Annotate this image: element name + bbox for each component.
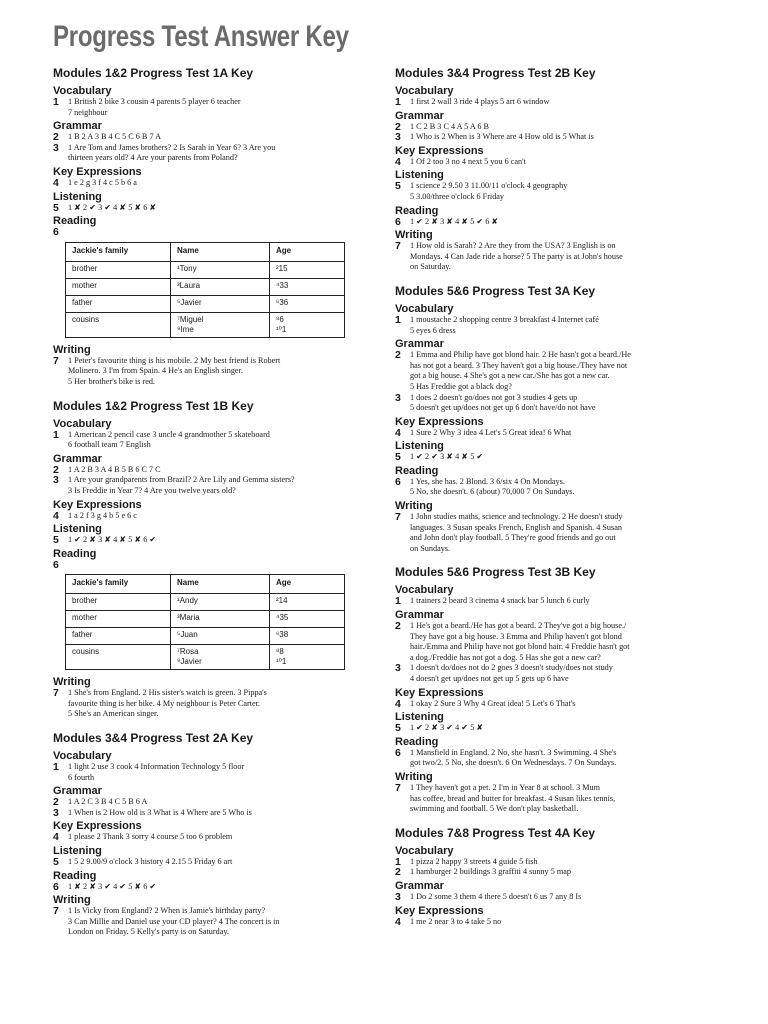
question-number: 2 bbox=[395, 620, 401, 633]
left-column bbox=[53, 66, 358, 938]
answer-line: 5 Her brother's bike is red. bbox=[68, 376, 155, 386]
answer-line: 1 Are Tom and James brothers? 2 Is Sarah in Year 6? 3 Are you bbox=[68, 142, 276, 152]
table-cell: ⁴35 bbox=[270, 611, 345, 628]
question-number: 7 bbox=[395, 781, 401, 794]
module-title: Modules 3&4 Progress Test 2B Key bbox=[395, 66, 596, 80]
answer-line: 1 Peter's favourite thing is his mobile. 2 My best friend is Robert bbox=[68, 355, 281, 365]
table-cell: brother bbox=[66, 594, 171, 611]
answer-line: has not got a beard. 3 They haven't got a big house./They have not bbox=[410, 360, 628, 370]
answer-item bbox=[395, 512, 705, 554]
question-number: 4 bbox=[395, 155, 401, 168]
answer-line: 1 She's from England. 2 His sister's watch is green. 3 Pippa's bbox=[68, 688, 267, 698]
answer-line: 1 ✘ 2 ✘ 3 ✔ 4 ✔ 5 ✘ 6 ✔ bbox=[68, 881, 157, 891]
answer-line: 1 C 2 B 3 C 4 A 5 A 6 B bbox=[410, 121, 489, 131]
page-title: Progress Test Answer Key bbox=[53, 20, 349, 53]
answer-line: swimming and football. 5 We don't play basketball. bbox=[410, 804, 579, 814]
answer-line: Molinero. 3 I'm from Spain. 4 He's an English singer. bbox=[68, 366, 243, 376]
question-number: 5 bbox=[395, 722, 401, 735]
answer-line: 1 Of 2 too 3 no 4 next 5 you 6 can't bbox=[410, 156, 526, 166]
answer-item bbox=[395, 132, 705, 143]
answer-line: 1 American 2 pencil case 3 uncle 4 grandmother 5 skateboard bbox=[68, 429, 270, 439]
answer-line: They have got a big house. 3 Emma and Philip haven't got blond bbox=[410, 631, 622, 641]
table-cell: mother bbox=[66, 611, 171, 628]
question-number: 3 bbox=[395, 391, 401, 404]
answer-item bbox=[395, 428, 705, 439]
question-number: 2 bbox=[395, 866, 401, 879]
answer-line: 1 ✔ 2 ✔ 3 ✘ 4 ✘ 5 ✔ bbox=[410, 452, 484, 462]
module-title: Modules 1&2 Progress Test 1A Key bbox=[53, 66, 254, 80]
answer-line: got a big house. 4 She's got a new car./She has got a new car. bbox=[410, 371, 610, 381]
table-cell: father bbox=[66, 295, 171, 312]
question-number: 7 bbox=[395, 511, 401, 524]
answer-item bbox=[395, 350, 705, 392]
question-number: 6 bbox=[395, 746, 401, 759]
answer-line: 1 hamburger 2 buildings 3 graffiti 4 sunny 5 map bbox=[410, 867, 571, 877]
answer-item bbox=[395, 663, 705, 684]
section-heading-reading: Reading bbox=[53, 547, 97, 560]
answer-line: 6 football team 7 English bbox=[68, 440, 151, 450]
section-heading-key-expressions: Key Expressions bbox=[395, 904, 484, 917]
section-heading-listening: Listening bbox=[395, 711, 444, 724]
answer-item bbox=[53, 808, 358, 819]
answer-item bbox=[53, 97, 358, 118]
question-number: 5 bbox=[53, 201, 59, 214]
answer-line: 1 Yes, she has. 2 Blond. 3 6/six 4 On Mondays. bbox=[410, 476, 565, 486]
table-cell: ³Maria bbox=[171, 611, 270, 628]
table-row bbox=[66, 261, 345, 278]
answer-item bbox=[53, 560, 358, 571]
answer-line: favourite thing is her bike. 4 My neighbour is Peter Carter. bbox=[68, 698, 260, 708]
answer-item bbox=[395, 157, 705, 168]
answer-line: 6 fourth bbox=[68, 772, 95, 782]
answer-line: 1 Who is 2 When is 3 Where are 4 How old is 5 What is bbox=[410, 132, 594, 142]
answer-line: 1 A 2 C 3 B 4 C 5 B 6 A bbox=[68, 797, 148, 807]
table-cell: ¹Tony bbox=[171, 261, 270, 278]
answer-item bbox=[53, 132, 358, 143]
table-cell: ⁶36 bbox=[270, 295, 345, 312]
answer-item bbox=[53, 832, 358, 843]
question-number: 3 bbox=[395, 890, 401, 903]
answer-item bbox=[395, 783, 705, 815]
answer-line: languages. 3 Susan speaks French, English and Spanish. 4 Susan bbox=[410, 522, 622, 532]
section-heading-key-expressions: Key Expressions bbox=[53, 498, 142, 511]
answer-line: 1 trainers 2 beard 3 cinema 4 snack bar 5 lunch 6 curly bbox=[410, 596, 590, 606]
table-header-cell: Jackie's family bbox=[66, 575, 171, 594]
answer-item bbox=[395, 867, 705, 878]
table-cell: ⁸6 ¹⁰1 bbox=[270, 312, 345, 337]
answer-line: 1 They haven't got a pet. 2 I'm in Year 8 at school. 3 Mum bbox=[410, 782, 600, 792]
answer-item bbox=[395, 315, 705, 336]
section-heading-vocabulary: Vocabulary bbox=[395, 85, 454, 97]
table-cell: cousins bbox=[66, 312, 171, 337]
question-number: 2 bbox=[395, 349, 401, 362]
section-heading-writing: Writing bbox=[53, 894, 91, 907]
answer-item bbox=[53, 797, 358, 808]
table-header-cell: Age bbox=[270, 242, 345, 261]
question-number: 5 bbox=[53, 534, 59, 547]
question-number: 3 bbox=[53, 141, 59, 154]
answer-line: 3 Is Freddie in Year 7? 4 Are you twelve years old? bbox=[68, 485, 236, 495]
answer-item bbox=[53, 762, 358, 783]
question-number: 6 bbox=[53, 558, 59, 571]
answer-line: 1 okay 2 Sure 3 Why 4 Great idea! 5 Let's 6 That's bbox=[410, 698, 576, 708]
question-number: 6 bbox=[53, 880, 59, 893]
table-row bbox=[66, 645, 345, 670]
section-heading-listening: Listening bbox=[53, 845, 102, 858]
table-cell: ⁵Javier bbox=[171, 295, 270, 312]
question-number: 3 bbox=[395, 131, 401, 144]
question-number: 4 bbox=[53, 509, 59, 522]
answer-line: on Sundays. bbox=[410, 543, 451, 553]
module-title: Modules 7&8 Progress Test 4A Key bbox=[395, 825, 596, 840]
table-cell: ⁶38 bbox=[270, 628, 345, 645]
table-header-cell: Jackie's family bbox=[66, 242, 171, 261]
section-heading-key-expressions: Key Expressions bbox=[53, 165, 142, 178]
section-heading-grammar: Grammar bbox=[395, 879, 444, 892]
family-table bbox=[65, 242, 345, 338]
table-header-row bbox=[66, 242, 345, 261]
answer-line: 1 ✔ 2 ✘ 3 ✔ 4 ✔ 5 ✘ bbox=[410, 723, 484, 733]
answer-line: 1 Mansfield in England. 2 No, she hasn't. 3 Swimming. 4 She's bbox=[410, 747, 617, 757]
section-heading-vocabulary: Vocabulary bbox=[53, 750, 112, 763]
question-number: 1 bbox=[395, 855, 401, 868]
question-number: 2 bbox=[53, 131, 59, 144]
family-table bbox=[65, 574, 345, 670]
question-number: 3 bbox=[53, 806, 59, 819]
answer-line: 1 first 2 wall 3 ride 4 plays 5 art 6 window bbox=[410, 97, 550, 106]
section-heading-vocabulary: Vocabulary bbox=[53, 417, 112, 430]
table-cell: ⁷Miguel ⁹Ime bbox=[171, 312, 270, 337]
question-number: 2 bbox=[53, 463, 59, 476]
answer-line: 1 John studies maths, science and technology. 2 He doesn't study bbox=[410, 512, 623, 522]
section-heading-reading: Reading bbox=[53, 215, 97, 228]
right-column bbox=[395, 66, 705, 927]
answer-line: 1 B 2 A 3 B 4 C 5 C 6 B 7 A bbox=[68, 132, 162, 142]
table-header-row bbox=[66, 575, 345, 594]
answer-item bbox=[395, 181, 705, 202]
answer-item bbox=[395, 477, 705, 498]
section-heading-grammar: Grammar bbox=[395, 109, 444, 122]
question-number: 2 bbox=[395, 120, 401, 133]
answer-item bbox=[53, 688, 358, 720]
answer-line: 1 pizza 2 happy 3 streets 4 guide 5 fish bbox=[410, 856, 538, 866]
section-heading-grammar: Grammar bbox=[53, 120, 102, 133]
answer-item bbox=[395, 217, 705, 228]
question-number: 4 bbox=[53, 831, 59, 844]
answer-line: 1 When is 2 How old is 3 What is 4 Where are 5 Who is bbox=[68, 807, 252, 817]
question-number: 2 bbox=[53, 796, 59, 809]
table-cell: brother bbox=[66, 261, 171, 278]
answer-line: thirteen years old? 4 Are your parents from Poland? bbox=[68, 153, 238, 163]
table-cell: ⁴33 bbox=[270, 278, 345, 295]
question-number: 7 bbox=[53, 687, 59, 700]
answer-line: 1 Emma and Philip have got blond hair. 2 He hasn't got a beard./He bbox=[410, 350, 631, 360]
section-heading-grammar: Grammar bbox=[395, 609, 444, 622]
section-heading-grammar: Grammar bbox=[53, 452, 102, 465]
answer-item bbox=[395, 857, 705, 868]
answer-line: 1 He's got a beard./He has got a beard. 2 They've got a big house./ bbox=[410, 621, 627, 631]
answer-item bbox=[395, 393, 705, 414]
answer-line: 4 doesn't get up/does not get up 5 gets up 6 have bbox=[410, 674, 569, 683]
section-heading-writing: Writing bbox=[395, 500, 433, 513]
answer-line: 1 doesn't do/does not do 2 goes 3 doesn't study/does not study bbox=[410, 663, 613, 673]
answer-line: 1 science 2 9.50 3 11.00/11 o'clock 4 geography bbox=[410, 181, 568, 191]
module-title: Modules 3&4 Progress Test 2A Key bbox=[53, 731, 254, 746]
answer-line: 1 Do 2 some 3 them 4 there 5 doesn't 6 us 7 any 8 Is bbox=[410, 891, 582, 901]
question-number: 1 bbox=[395, 96, 401, 108]
answer-line: 1 please 2 Thank 3 sorry 4 course 5 too 6 problem bbox=[68, 832, 233, 842]
answer-item bbox=[53, 475, 358, 496]
table-header-cell: Name bbox=[171, 242, 270, 261]
answer-line: got two/2. 5 No, she doesn't. 6 On Wednesdays. 7 On Sundays. bbox=[410, 758, 617, 768]
answer-line: 1 moustache 2 shopping centre 3 breakfast 4 Internet café bbox=[410, 314, 599, 324]
answer-item bbox=[53, 356, 358, 388]
answer-item bbox=[53, 430, 358, 451]
table-row bbox=[66, 594, 345, 611]
answer-line: 1 ✘ 2 ✔ 3 ✔ 4 ✘ 5 ✘ 6 ✘ bbox=[68, 202, 157, 212]
section-heading-key-expressions: Key Expressions bbox=[53, 820, 142, 833]
answer-item bbox=[395, 723, 705, 734]
table-row bbox=[66, 628, 345, 645]
answer-line: 1 How old is Sarah? 2 Are they from the USA? 3 English is on bbox=[410, 241, 616, 251]
table-header-cell: Age bbox=[270, 575, 345, 594]
answer-line: 3 Can Millie and Daniel use your CD player? 4 The concert is in bbox=[68, 916, 280, 926]
question-number: 1 bbox=[395, 595, 401, 608]
answer-line: 1 5 2 9.00/9 o'clock 3 history 4 2.15 5 Friday 6 art bbox=[68, 857, 233, 867]
section-heading-vocabulary: Vocabulary bbox=[395, 844, 454, 857]
answer-line: 5 eyes 6 dress bbox=[410, 325, 456, 335]
answer-line: 5 She's an American singer. bbox=[68, 709, 159, 719]
answer-line: 1 A 2 B 3 A 4 B 5 B 6 C 7 C bbox=[68, 464, 161, 474]
answer-line: Mondays. 4 Can Jade ride a horse? 5 The party is at John's house bbox=[410, 251, 623, 261]
answer-line: 7 neighbour bbox=[68, 107, 108, 117]
question-number: 7 bbox=[53, 354, 59, 367]
section-heading-key-expressions: Key Expressions bbox=[395, 415, 484, 428]
answer-line: 5 No, she doesn't. 6 (about) 70,000 7 On Sundays. bbox=[410, 487, 575, 497]
answer-line: 1 British 2 bike 3 cousin 4 parents 5 player 6 teacher bbox=[68, 97, 241, 106]
answer-line: a dog./Freddie has not got a dog. 5 Has she got a new car? bbox=[410, 652, 601, 662]
question-number: 1 bbox=[53, 96, 59, 108]
table-header-cell: Name bbox=[171, 575, 270, 594]
table-row bbox=[66, 312, 345, 337]
question-number: 4 bbox=[395, 915, 401, 928]
answer-line: 1 Sure 2 Why 3 idea 4 Let's 5 Great idea! 6 What bbox=[410, 427, 572, 437]
table-cell: ⁸8 ¹⁰1 bbox=[270, 645, 345, 670]
table-cell: father bbox=[66, 628, 171, 645]
answer-item bbox=[395, 699, 705, 710]
answer-line: 1 ✔ 2 ✘ 3 ✘ 4 ✘ 5 ✔ 6 ✘ bbox=[410, 216, 499, 226]
answer-item bbox=[53, 882, 358, 893]
section-heading-vocabulary: Vocabulary bbox=[395, 584, 454, 597]
answer-item bbox=[395, 452, 705, 463]
answer-item bbox=[53, 465, 358, 476]
answer-item bbox=[395, 748, 705, 769]
answer-item bbox=[395, 97, 705, 108]
answer-line: London on Friday. 5 Kelly's party is on Saturday. bbox=[68, 927, 229, 937]
question-number: 5 bbox=[395, 180, 401, 193]
question-number: 1 bbox=[53, 428, 59, 441]
question-number: 1 bbox=[395, 313, 401, 326]
answer-line: on Saturday. bbox=[410, 262, 451, 272]
question-number: 1 bbox=[53, 761, 59, 774]
question-number: 6 bbox=[395, 215, 401, 228]
answer-item bbox=[53, 143, 358, 164]
table-row bbox=[66, 278, 345, 295]
table-cell: ²14 bbox=[270, 594, 345, 611]
answer-item bbox=[53, 511, 358, 522]
table-row bbox=[66, 295, 345, 312]
question-number: 4 bbox=[53, 176, 59, 189]
answer-line: 1 does 2 doesn't go/does not got 3 studies 4 gets up bbox=[410, 392, 578, 402]
answer-line: 1 a 2 f 3 g 4 b 5 e 6 c bbox=[68, 510, 137, 520]
question-number: 7 bbox=[395, 240, 401, 253]
answer-item bbox=[53, 535, 358, 546]
answer-item bbox=[395, 122, 705, 133]
answer-item bbox=[395, 241, 705, 273]
answer-item bbox=[53, 203, 358, 214]
answer-line: 1 Is Vicky from England? 2 When is Jamie's birthday party? bbox=[68, 906, 266, 916]
question-number: 6 bbox=[395, 475, 401, 488]
section-heading-reading: Reading bbox=[395, 204, 439, 217]
answer-line: and John don't play football. 5 They're good friends and go out bbox=[410, 533, 616, 543]
section-heading-writing: Writing bbox=[53, 343, 91, 356]
answer-item bbox=[53, 178, 358, 189]
question-number: 4 bbox=[395, 426, 401, 439]
table-cell: cousins bbox=[66, 645, 171, 670]
answer-line bbox=[68, 560, 358, 571]
section-heading-vocabulary: Vocabulary bbox=[395, 302, 454, 315]
question-number: 6 bbox=[53, 226, 59, 239]
answer-line: 1 e 2 g 3 f 4 c 5 b 6 a bbox=[68, 177, 137, 187]
section-heading-grammar: Grammar bbox=[53, 785, 102, 798]
answer-item bbox=[53, 906, 358, 938]
answer-line: 5 doesn't get up/does not get up 6 don't have/do not have bbox=[410, 403, 596, 413]
answer-line: hair./Emma and Philip have not got blond hair. 4 Freddie hasn't got bbox=[410, 642, 630, 652]
answer-line: 1 ✔ 2 ✘ 3 ✘ 4 ✘ 5 ✘ 6 ✔ bbox=[68, 535, 157, 545]
answer-line: 1 me 2 near 3 to 4 take 5 no bbox=[410, 916, 502, 926]
answer-item bbox=[53, 857, 358, 868]
answer-line: has coffee, bread and butter for breakfast. 4 Susan likes tennis, bbox=[410, 793, 616, 803]
table-cell: ⁵Juan bbox=[171, 628, 270, 645]
answer-line: 1 Are your grandparents from Brazil? 2 Are Lily and Gemma sisters? bbox=[68, 475, 295, 485]
module-title: Modules 5&6 Progress Test 3B Key bbox=[395, 565, 596, 580]
answer-item bbox=[395, 596, 705, 607]
answer-item bbox=[395, 621, 705, 663]
answer-line: 1 light 2 use 3 cook 4 Information Technology 5 floor bbox=[68, 762, 245, 772]
section-heading-grammar: Grammar bbox=[395, 338, 444, 351]
section-heading-vocabulary: Vocabulary bbox=[53, 85, 112, 97]
question-number: 4 bbox=[395, 697, 401, 710]
table-cell: ³Laura bbox=[171, 278, 270, 295]
answer-item bbox=[395, 917, 705, 928]
section-heading-key-expressions: Key Expressions bbox=[395, 144, 484, 157]
section-heading-writing: Writing bbox=[395, 229, 433, 242]
answer-item bbox=[395, 892, 705, 903]
table-cell: ²15 bbox=[270, 261, 345, 278]
section-heading-reading: Reading bbox=[395, 464, 439, 477]
section-heading-writing: Writing bbox=[395, 770, 433, 783]
section-heading-listening: Listening bbox=[53, 523, 102, 536]
answer-line: 5 3.00/three o'clock 6 Friday bbox=[410, 191, 505, 201]
table-cell: ¹Andy bbox=[171, 594, 270, 611]
answer-line: 5 Has Freddie got a black dog? bbox=[410, 381, 512, 391]
answer-line bbox=[68, 227, 358, 238]
question-number: 7 bbox=[53, 905, 59, 918]
answer-item bbox=[53, 227, 358, 238]
question-number: 5 bbox=[53, 856, 59, 869]
question-number: 3 bbox=[53, 474, 59, 487]
table-cell: ⁷Rosa ⁹Javier bbox=[171, 645, 270, 670]
question-number: 3 bbox=[395, 662, 401, 675]
module-title: Modules 5&6 Progress Test 3A Key bbox=[395, 283, 596, 298]
section-heading-writing: Writing bbox=[53, 676, 91, 689]
question-number: 5 bbox=[395, 451, 401, 464]
section-heading-listening: Listening bbox=[395, 169, 444, 182]
section-heading-listening: Listening bbox=[53, 190, 102, 203]
section-heading-reading: Reading bbox=[395, 735, 439, 748]
module-title: Modules 1&2 Progress Test 1B Key bbox=[53, 398, 254, 413]
section-heading-listening: Listening bbox=[395, 440, 444, 453]
section-heading-reading: Reading bbox=[53, 869, 97, 882]
section-heading-key-expressions: Key Expressions bbox=[395, 686, 484, 699]
table-cell: mother bbox=[66, 278, 171, 295]
table-row bbox=[66, 611, 345, 628]
